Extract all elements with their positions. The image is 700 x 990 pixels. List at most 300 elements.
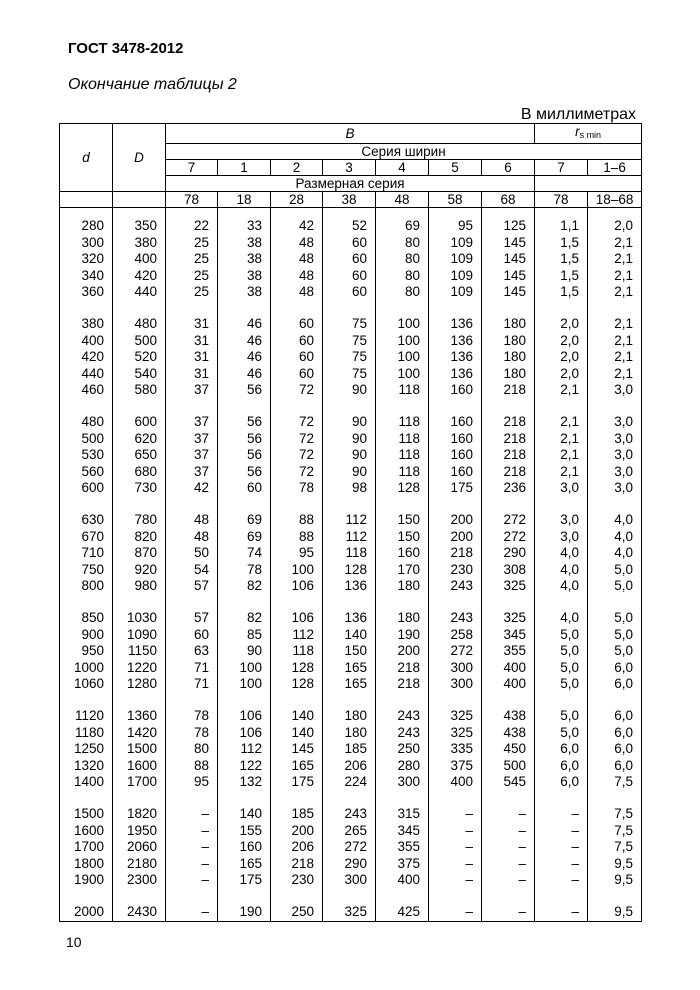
group-gap bbox=[429, 497, 481, 513]
table-cell: 438 bbox=[503, 724, 527, 740]
table-cell: 1600 bbox=[73, 822, 104, 838]
document-code: ГОСТ 3478-2012 bbox=[68, 40, 184, 57]
table-cell: 109 bbox=[450, 251, 473, 266]
table-cell: 31 bbox=[193, 316, 209, 331]
table-cell: 78 bbox=[246, 561, 262, 577]
page-number: 10 bbox=[66, 934, 82, 950]
column-6 bbox=[376, 216, 429, 921]
table-cell: 2,1 bbox=[560, 414, 580, 429]
table-cell: 243 bbox=[397, 724, 420, 740]
table-cell: 820 bbox=[134, 528, 157, 544]
table-cell: 325 bbox=[450, 708, 473, 723]
group-gap bbox=[535, 301, 587, 317]
table-cell: 160 bbox=[450, 447, 473, 462]
table-cell: 9,5 bbox=[614, 855, 634, 871]
table-cell: 5,0 bbox=[560, 626, 580, 642]
table-cell: 1090 bbox=[126, 626, 157, 642]
table-cell: 2,1 bbox=[560, 382, 580, 397]
table-cell: 145 bbox=[503, 284, 527, 299]
table-cell: 200 bbox=[450, 512, 473, 527]
table-cell: 560 bbox=[81, 463, 104, 479]
table-cell: 80 bbox=[404, 251, 420, 266]
group-gap bbox=[588, 497, 641, 513]
table-cell: 72 bbox=[298, 447, 314, 462]
group-gap bbox=[166, 399, 217, 415]
table-cell: 2300 bbox=[126, 872, 157, 887]
table-cell: 1120 bbox=[74, 708, 104, 723]
group-gap bbox=[482, 791, 534, 807]
width-series-7: 7 bbox=[535, 160, 588, 176]
width-series-2: 2 bbox=[271, 160, 323, 176]
size-68: 68 bbox=[482, 192, 535, 208]
table-cell: 160 bbox=[239, 839, 262, 854]
table-cell: 6,0 bbox=[614, 676, 634, 691]
table-cell: 1700 bbox=[126, 774, 157, 789]
table-cell: 85 bbox=[246, 626, 262, 642]
group-gap bbox=[166, 301, 217, 317]
table-cell: 95 bbox=[298, 545, 314, 560]
table-cell: – bbox=[518, 806, 527, 821]
table-cell: 106 bbox=[239, 708, 262, 723]
table-cell: 3,0 bbox=[614, 480, 634, 495]
table-cell: 2000 bbox=[73, 904, 104, 919]
table-cell: 340 bbox=[81, 267, 104, 283]
units-note: В миллиметрах bbox=[520, 106, 636, 123]
table-cell: 109 bbox=[450, 234, 473, 250]
table-cell: 243 bbox=[397, 708, 420, 723]
table-cell: – bbox=[518, 839, 527, 854]
table-cell: 128 bbox=[291, 659, 314, 675]
table-cell: 74 bbox=[246, 545, 262, 560]
size-78-B: 78 bbox=[166, 192, 218, 208]
width-series-3: 3 bbox=[323, 160, 376, 176]
size-28: 28 bbox=[271, 192, 323, 208]
table-cell: 112 bbox=[345, 528, 367, 544]
table-cell: 112 bbox=[345, 512, 367, 527]
table-cell: 165 bbox=[239, 855, 262, 871]
column-9 bbox=[535, 216, 588, 921]
table-cell: 5,0 bbox=[560, 659, 580, 675]
header-blank-D bbox=[113, 192, 166, 208]
table-cell: 60 bbox=[298, 365, 314, 381]
table-cell: 236 bbox=[503, 480, 527, 495]
group-gap bbox=[113, 791, 165, 807]
table-cell: 22 bbox=[193, 218, 209, 233]
table-cell: 272 bbox=[503, 528, 527, 544]
table-cell: 160 bbox=[450, 382, 473, 397]
table-cell: 3,0 bbox=[614, 382, 634, 397]
table-cell: 118 bbox=[398, 414, 420, 429]
table-cell: 90 bbox=[351, 414, 367, 429]
group-gap bbox=[218, 693, 270, 709]
table-cell: 180 bbox=[503, 316, 527, 331]
table-cell: 375 bbox=[450, 757, 473, 773]
group-gap bbox=[166, 497, 217, 513]
table-cell: 2,1 bbox=[560, 430, 580, 446]
table-cell: 6,0 bbox=[614, 659, 634, 675]
table-cell: 69 bbox=[404, 218, 420, 233]
table-cell: 300 bbox=[81, 234, 104, 250]
table-cell: 218 bbox=[397, 676, 420, 691]
group-gap bbox=[535, 693, 587, 709]
table-cell: 7,5 bbox=[614, 774, 634, 789]
width-series-0: 7 bbox=[166, 160, 218, 176]
table-cell: 165 bbox=[344, 676, 367, 691]
table-cell: 272 bbox=[344, 839, 367, 854]
table-cell: 150 bbox=[397, 528, 420, 544]
group-gap bbox=[323, 399, 375, 415]
table-cell: 3,0 bbox=[560, 480, 580, 495]
table-cell: 37 bbox=[193, 430, 209, 446]
group-gap bbox=[166, 889, 217, 905]
group-gap bbox=[588, 693, 641, 709]
group-gap bbox=[429, 693, 481, 709]
table-cell: 400 bbox=[450, 774, 473, 789]
width-series-4: 4 bbox=[376, 160, 429, 176]
table-cell: 243 bbox=[344, 806, 367, 821]
table-cell: 165 bbox=[344, 659, 367, 675]
table-cell: 420 bbox=[134, 267, 157, 283]
table-cell: 400 bbox=[503, 676, 527, 691]
table-cell: 980 bbox=[134, 578, 157, 593]
table-cell: 100 bbox=[397, 365, 420, 381]
table-cell: 218 bbox=[503, 447, 527, 462]
table-cell: 224 bbox=[344, 774, 367, 789]
table-cell: 118 bbox=[292, 643, 314, 658]
table-cell: 1950 bbox=[126, 822, 157, 838]
table-cell: 1030 bbox=[126, 610, 157, 625]
table-cell: 82 bbox=[246, 578, 262, 593]
group-gap bbox=[218, 301, 270, 317]
table-cell: – bbox=[465, 855, 473, 871]
group-gap bbox=[60, 693, 112, 709]
table-cell: 7,5 bbox=[614, 822, 634, 838]
group-gap bbox=[376, 301, 428, 317]
table-cell: 90 bbox=[351, 463, 367, 479]
table-cell: 325 bbox=[503, 578, 527, 593]
table-cell: 180 bbox=[503, 365, 527, 381]
table-cell: 25 bbox=[193, 234, 209, 250]
table-cell: 38 bbox=[246, 234, 262, 250]
table-cell: 180 bbox=[503, 349, 527, 364]
table-cell: 1600 bbox=[126, 757, 157, 773]
table-cell: 4,0 bbox=[560, 610, 580, 625]
group-gap bbox=[482, 301, 534, 317]
table-cell: 670 bbox=[81, 528, 104, 544]
table-cell: 400 bbox=[397, 872, 420, 887]
table-cell: 150 bbox=[397, 512, 420, 527]
table-cell: 38 bbox=[246, 267, 262, 283]
table-cell: 5,0 bbox=[560, 643, 580, 658]
table-cell: 190 bbox=[239, 904, 262, 919]
table-cell: 95 bbox=[193, 774, 209, 789]
table-cell: 480 bbox=[81, 414, 104, 429]
table-cell: 650 bbox=[134, 447, 157, 462]
table-cell: 42 bbox=[193, 480, 209, 495]
table-cell: 243 bbox=[450, 578, 473, 593]
table-cell: 1280 bbox=[126, 676, 157, 691]
table-cell: 145 bbox=[503, 234, 527, 250]
group-gap bbox=[166, 595, 217, 611]
table-cell: 60 bbox=[298, 349, 314, 364]
table-cell: 218 bbox=[450, 545, 473, 560]
table-cell: 380 bbox=[134, 234, 157, 250]
table-cell: 355 bbox=[503, 643, 527, 658]
size-38: 38 bbox=[323, 192, 376, 208]
group-gap bbox=[113, 301, 165, 317]
table-cell: 46 bbox=[246, 365, 262, 381]
table-cell: 2180 bbox=[126, 855, 157, 871]
table-cell: 6,0 bbox=[560, 757, 580, 773]
table-cell: 200 bbox=[291, 822, 314, 838]
width-series-8: 1–6 bbox=[588, 160, 642, 176]
table-cell: 218 bbox=[291, 855, 314, 871]
group-gap bbox=[271, 399, 322, 415]
table-cell: 180 bbox=[344, 708, 367, 723]
table-cell: 5,0 bbox=[560, 724, 580, 740]
group-gap bbox=[60, 595, 112, 611]
table-cell: 580 bbox=[134, 382, 157, 397]
table-cell: 48 bbox=[298, 267, 314, 283]
table-cell: 60 bbox=[351, 251, 367, 266]
table-cell: 95 bbox=[457, 218, 473, 233]
table-cell: – bbox=[571, 904, 580, 919]
table-cell: 1,5 bbox=[560, 284, 580, 299]
group-gap bbox=[218, 889, 270, 905]
table-cell: 145 bbox=[503, 251, 527, 266]
table-cell: 6,0 bbox=[614, 741, 634, 756]
table-cell: 132 bbox=[239, 774, 262, 789]
table-cell: 75 bbox=[351, 349, 367, 364]
table-cell: 60 bbox=[351, 267, 367, 283]
table-cell: 25 bbox=[193, 267, 209, 283]
header-size-series: Размерная серия bbox=[166, 176, 535, 192]
width-series-1: 1 bbox=[218, 160, 271, 176]
table-cell: 155 bbox=[239, 822, 262, 838]
table-cell: 5,0 bbox=[560, 708, 580, 723]
table-cell: 2,1 bbox=[614, 251, 634, 266]
table-cell: 7,5 bbox=[614, 839, 634, 854]
table-cell: 400 bbox=[503, 659, 527, 675]
table-cell: 88 bbox=[193, 757, 209, 773]
table-cell: 118 bbox=[398, 430, 420, 446]
table-cell: 88 bbox=[298, 528, 314, 544]
group-gap bbox=[113, 595, 165, 611]
group-gap bbox=[218, 791, 270, 807]
table-cell: 1500 bbox=[126, 741, 157, 756]
header-size-series-blank bbox=[535, 176, 642, 192]
table-cell: 315 bbox=[397, 806, 420, 821]
table-cell: 2430 bbox=[126, 904, 157, 919]
table-cell: 460 bbox=[81, 382, 104, 397]
column-8 bbox=[482, 216, 535, 921]
table-cell: 160 bbox=[397, 545, 420, 560]
table-cell: 500 bbox=[134, 332, 157, 348]
group-gap bbox=[535, 497, 587, 513]
size-18: 18 bbox=[218, 192, 271, 208]
table-cell: 206 bbox=[344, 757, 367, 773]
table-cell: 272 bbox=[503, 512, 527, 527]
table-cell: 870 bbox=[134, 545, 157, 560]
group-gap bbox=[271, 889, 322, 905]
table-cell: 185 bbox=[291, 806, 314, 821]
table-cell: 80 bbox=[404, 234, 420, 250]
table-cell: – bbox=[571, 839, 580, 854]
table-cell: 850 bbox=[81, 610, 104, 625]
group-gap bbox=[60, 497, 112, 513]
spacer-row bbox=[60, 208, 642, 217]
group-gap bbox=[482, 399, 534, 415]
table-cell: 54 bbox=[193, 561, 209, 577]
size-78-r: 78 bbox=[535, 192, 588, 208]
group-gap bbox=[60, 889, 112, 905]
table-cell: 2,1 bbox=[614, 234, 634, 250]
group-gap bbox=[535, 399, 587, 415]
table-cell: 400 bbox=[81, 332, 104, 348]
table-cell: 2,0 bbox=[560, 332, 580, 348]
group-gap bbox=[376, 889, 428, 905]
group-gap bbox=[535, 791, 587, 807]
table-cell: 90 bbox=[351, 430, 367, 446]
table-cell: 46 bbox=[246, 316, 262, 331]
table-cell: 480 bbox=[134, 316, 157, 331]
table-cell: 31 bbox=[193, 332, 209, 348]
group-gap bbox=[113, 497, 165, 513]
group-gap bbox=[429, 595, 481, 611]
table-cell: 345 bbox=[397, 822, 420, 838]
table-cell: 80 bbox=[193, 741, 209, 756]
table-caption: Окончание таблицы 2 bbox=[68, 76, 237, 93]
table-cell: 145 bbox=[503, 267, 527, 283]
table-cell: 950 bbox=[81, 643, 104, 658]
table-cell: 180 bbox=[397, 610, 420, 625]
size-18-68: 18–68 bbox=[588, 192, 642, 208]
table-cell: 258 bbox=[450, 626, 473, 642]
table-cell: 175 bbox=[239, 872, 262, 887]
table-cell: 300 bbox=[450, 676, 473, 691]
table-cell: 1060 bbox=[73, 676, 104, 691]
table-cell: 48 bbox=[298, 234, 314, 250]
group-gap bbox=[113, 693, 165, 709]
table-cell: 3,0 bbox=[560, 528, 580, 544]
column-3 bbox=[218, 216, 271, 921]
table-cell: 335 bbox=[450, 741, 473, 756]
table-cell: 6,0 bbox=[560, 774, 580, 789]
table-cell: 31 bbox=[193, 365, 209, 381]
table-cell: 1700 bbox=[73, 839, 104, 854]
table-cell: 450 bbox=[503, 741, 527, 756]
table-cell: 9,5 bbox=[614, 872, 634, 887]
table-cell: 75 bbox=[351, 365, 367, 381]
group-gap bbox=[588, 791, 641, 807]
table-cell: 250 bbox=[397, 741, 420, 756]
table-cell: 1220 bbox=[126, 659, 157, 675]
table-cell: 2,1 bbox=[614, 349, 634, 364]
table-cell: 206 bbox=[291, 839, 314, 854]
group-gap bbox=[218, 497, 270, 513]
group-gap bbox=[323, 889, 375, 905]
table-cell: – bbox=[518, 904, 527, 919]
table-cell: – bbox=[201, 904, 209, 919]
group-gap bbox=[323, 301, 375, 317]
table-cell: 31 bbox=[193, 349, 209, 364]
table-cell: 100 bbox=[397, 349, 420, 364]
table-cell: 170 bbox=[397, 561, 420, 577]
table-cell: 82 bbox=[246, 610, 262, 625]
table-cell: 128 bbox=[291, 676, 314, 691]
table-cell: 60 bbox=[246, 480, 262, 495]
column-0 bbox=[60, 216, 113, 921]
table-cell: 3,0 bbox=[560, 512, 580, 527]
table-cell: – bbox=[465, 839, 473, 854]
table-cell: 4,0 bbox=[560, 561, 580, 577]
table-cell: 72 bbox=[298, 382, 314, 397]
table-cell: 128 bbox=[344, 561, 367, 577]
table-cell: 72 bbox=[298, 463, 314, 479]
table-cell: 230 bbox=[450, 561, 473, 577]
table-cell: 165 bbox=[291, 757, 314, 773]
table-cell: 180 bbox=[503, 332, 527, 348]
table-cell: 200 bbox=[450, 528, 473, 544]
table-cell: 190 bbox=[397, 626, 420, 642]
table-cell: 160 bbox=[450, 414, 473, 429]
table-cell: 1400 bbox=[73, 774, 104, 789]
table-cell: 48 bbox=[298, 284, 314, 299]
dimensions-table bbox=[59, 123, 642, 922]
table-cell: 2,0 bbox=[614, 218, 634, 233]
group-gap bbox=[482, 889, 534, 905]
group-gap bbox=[323, 791, 375, 807]
table-cell: 355 bbox=[397, 839, 420, 854]
header-width-series: Серия ширин bbox=[166, 144, 642, 160]
table-cell: – bbox=[571, 855, 580, 871]
column-2 bbox=[166, 216, 218, 921]
table-cell: 6,0 bbox=[614, 708, 634, 723]
group-gap bbox=[271, 791, 322, 807]
table-cell: 60 bbox=[351, 284, 367, 299]
table-cell: 1180 bbox=[74, 724, 104, 740]
table-cell: 37 bbox=[193, 463, 209, 479]
table-cell: 4,0 bbox=[614, 512, 634, 527]
table-cell: 2060 bbox=[126, 839, 157, 854]
table-cell: 5,0 bbox=[614, 578, 634, 593]
table-cell: 38 bbox=[246, 251, 262, 266]
table-cell: – bbox=[201, 839, 209, 854]
table-cell: 140 bbox=[344, 626, 367, 642]
table-cell: 56 bbox=[246, 447, 262, 462]
table-cell: 345 bbox=[503, 626, 527, 642]
table-cell: 2,1 bbox=[614, 316, 634, 331]
header-blank-d bbox=[60, 192, 113, 208]
table-cell: 2,1 bbox=[614, 365, 634, 381]
group-gap bbox=[60, 399, 112, 415]
group-gap bbox=[323, 497, 375, 513]
table-cell: 69 bbox=[246, 528, 262, 544]
table-cell: 520 bbox=[134, 349, 157, 364]
table-cell: 56 bbox=[246, 414, 262, 429]
width-series-5: 5 bbox=[429, 160, 482, 176]
table-cell: 440 bbox=[134, 284, 157, 299]
column-7 bbox=[429, 216, 482, 921]
group-gap bbox=[376, 497, 428, 513]
group-gap bbox=[429, 791, 481, 807]
table-cell: 780 bbox=[134, 512, 157, 527]
table-cell: 25 bbox=[193, 251, 209, 266]
table-cell: 69 bbox=[246, 512, 262, 527]
table-cell: 1820 bbox=[126, 806, 157, 821]
table-cell: 145 bbox=[291, 741, 314, 756]
table-cell: 3,0 bbox=[614, 447, 634, 462]
